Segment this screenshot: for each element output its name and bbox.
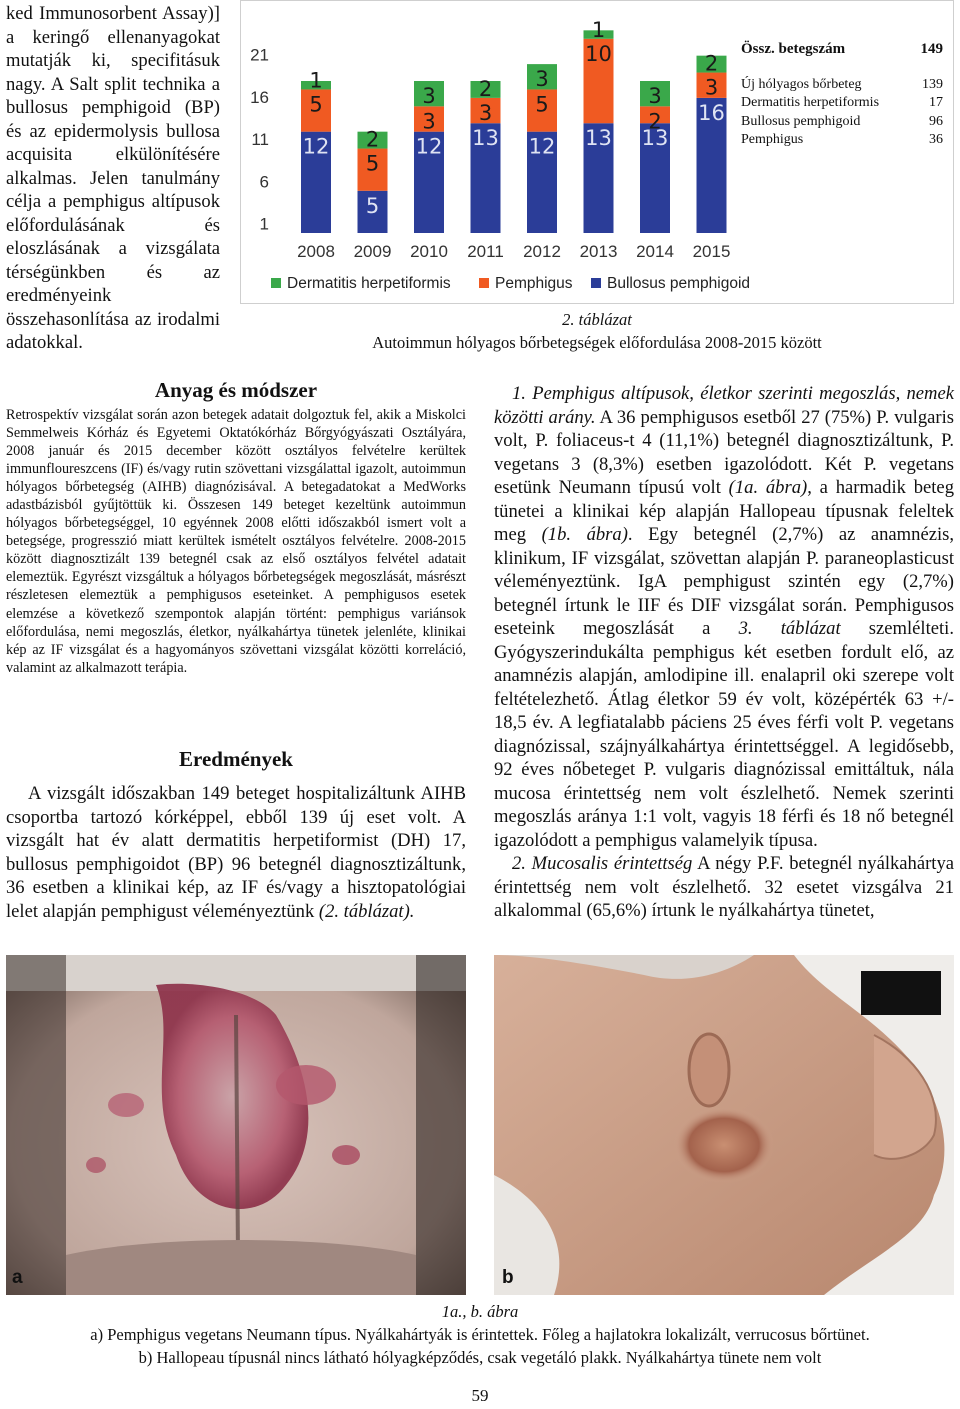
- summary-row: [741, 76, 943, 94]
- results-table-ref[interactable]: (2. táblázat).: [318, 900, 415, 922]
- data-label: 13: [472, 126, 499, 151]
- x-tick-label: 2010: [410, 242, 448, 261]
- data-label: 2: [365, 127, 380, 152]
- data-label: 13: [641, 126, 669, 151]
- photo-a-label: a: [12, 1267, 23, 1288]
- figure-caption-line-b: b) Hallopeau típusnál nincs látható hólyagképződés, csak vegetáló plakk. Nyálkahártya tünete nem volt: [138, 1348, 822, 1367]
- summary-row-value: 17: [929, 95, 943, 111]
- data-label: 13: [585, 126, 612, 151]
- summary-row-value: 96: [929, 113, 943, 129]
- figure-caption: [0, 1300, 960, 1369]
- data-label: 1: [591, 17, 606, 42]
- subtypes-text-b: , a harmadik beteg tünetei a klinikai kép alapján Hallopeau típusnak feleltek meg: [494, 477, 954, 545]
- y-tick-label: 1: [259, 214, 269, 234]
- page-number: 59: [471, 1386, 489, 1405]
- mucosal-paragraph: [494, 852, 954, 923]
- y-tick-label: 16: [250, 87, 269, 107]
- legend-swatch: [479, 278, 489, 288]
- summary-header-label: Össz. betegszám: [741, 41, 846, 57]
- legend-swatch: [591, 278, 601, 288]
- summary-row-value: 139: [922, 77, 943, 92]
- x-tick-label: 2014: [636, 242, 674, 261]
- figure-caption-line-a: a) Pemphigus vegetans Neumann típus. Nyálkahártyák is érintettek. Főleg a hajlatokra lokalizált, verrucosus bőrtünet.: [90, 1325, 870, 1344]
- results-body: [6, 782, 466, 923]
- data-label: 3: [535, 67, 549, 92]
- data-label: 3: [704, 75, 719, 100]
- summary-row-label: Új hólyagos bőrbeteg: [741, 77, 862, 92]
- summary-table: [741, 41, 943, 150]
- methods-heading: Anyag és módszer: [154, 378, 318, 402]
- table-ref-3[interactable]: 3. táblázat: [738, 618, 841, 639]
- chart-figure: [240, 0, 954, 304]
- photo-a-illustration: [6, 955, 466, 1295]
- subtypes-text-c: . Egy betegnél (2,7%) az anamnézis, klinikum, IF vizsgálat, szövettan alapján P. paraneoplasticust véleményeztünk. IgA pemphigust szintén egy (2,7%) betegnél írtunk le IIF és DIF vizsgálat során. Pemphigusos eseteink megoszlását a: [494, 524, 954, 639]
- summary-header-value: 149: [920, 41, 943, 57]
- data-label: 1: [309, 68, 323, 93]
- legend-label: Bullosus pemphigoid: [607, 275, 751, 292]
- results-heading: Eredmények: [179, 747, 293, 771]
- subtypes-text-a: A 36 pemphigusos esetből 27 (75%) P. vulgaris volt, P. foliaceus-t 4 (11,1%) betegnél diagnosztizáltunk, P. vegetans 3 (8,3%) esetben igazolódott. Két P. vegetans esetünk Neumann típusú volt: [494, 406, 954, 498]
- figure-ref-1b[interactable]: (1b. ábra): [541, 524, 628, 545]
- x-tick-label: 2013: [579, 242, 618, 261]
- summary-row-label: Pemphigus: [741, 132, 804, 148]
- x-tick-label: 2011: [467, 242, 504, 261]
- photo-b-label: b: [502, 1267, 514, 1288]
- data-label: 5: [535, 92, 549, 117]
- summary-row-value: 36: [929, 132, 943, 148]
- methods-text: Retrospektív vizsgálat során azon betegek adatait dolgoztuk fel, akik a Miskolci Semmelweis Kórház és Egyetemi Oktatókórház Bőrgyógyászati Osztályára, 2008 január és 2015 december között osztályos felvételre kerültek immunfloureszcens (IF) és/vagy rutin szövettani vizsgálattal igazolt, autoimmun hólyagos bőrbetegség (AIHB) diagnózisával. A betegadatokat a MedWorks adastbázisból gyűjtöttük ki. Összesen 149 beteget kezeltünk autoimmun hólyagos bőrbetegséggel, 10 egyénnek 2008 előtti időszakból ismert volt a betegsége, progresszió miatt kerültek ismételt osztályos felvételre. 2008-2015 között diagnosztizált 139 betegnél csak az első osztályos felvétel adatait elemeztük. Egyrészt vizsgáltuk a hólyagos bőrbetegségek megoszlását, másrészt részletesen elemeztük a pemphigusos eseteinket. A pemphigusos esetek elemzése a következő szempontok alapján történt: pemphigus variánsok előfordulása, nemi megoszlás, életkor, nyálkahártya tünetek jelenléte, klinikai kép az IF vizsgálat és a hagyományos szövettani vizsgálat közötti korreláció, valamint az alkalmazott terápia.: [6, 407, 466, 676]
- photo-b: [494, 955, 954, 1295]
- data-label: 12: [302, 134, 330, 159]
- data-label: 3: [648, 84, 662, 108]
- figure-caption-number: 1a., b. ábra: [441, 1302, 519, 1321]
- figure-ref-1a[interactable]: (1a. ábra): [728, 477, 808, 498]
- data-label: 2: [704, 51, 719, 76]
- data-label: 2: [648, 109, 662, 134]
- data-label: 3: [478, 100, 493, 125]
- y-tick-label: 6: [259, 172, 269, 192]
- table-caption-title: Autoimmun hólyagos bőrbetegségek előfordulása 2008-2015 között: [372, 333, 822, 352]
- summary-row-label: Dermatitis herpetiformis: [741, 95, 880, 111]
- y-tick-label: 11: [251, 130, 269, 150]
- data-label: 12: [415, 134, 443, 159]
- summary-row: [741, 131, 943, 149]
- summary-row: [741, 113, 943, 131]
- data-label: 2: [478, 76, 493, 101]
- legend-label: Dermatitis herpetiformis: [287, 275, 451, 292]
- intro-text: ked Immunosorbent Assay)] a keringő ellenanyagokat mutatják ki, specifitásuk nagy. A Salt split technika a bullosus pemphigoid (BP) és az epidermolysis bullosa acquisita elkülönítésére alkalmas. Jelen tanulmány célja a pemphigus altípusok előfordulásának és eloszlásának a vizsgálata térségünkben és az eredményeink összehasonlítása az irodalmi adatokkal.: [6, 3, 220, 353]
- summary-table-header: [741, 41, 943, 58]
- table-caption: [240, 308, 954, 354]
- data-label: 3: [422, 109, 436, 134]
- mucosal-heading: 2. Mucosalis érintettség: [512, 853, 693, 874]
- data-label: 5: [365, 193, 380, 218]
- results-paragraph: [6, 782, 466, 923]
- summary-row-label: Bullosus pemphigoid: [741, 113, 861, 129]
- mucosal-text: A négy P.F. betegnél nyálkahártya érintettség nem volt észlelhető. 32 esetet vizsgálva 21 alkalommal (65,6%) írtunk le nyálkahártya tünetet,: [494, 853, 954, 921]
- data-label: 12: [528, 134, 556, 159]
- right-column: [494, 382, 954, 923]
- subtypes-text-d: szemlélteti. Gyógyszerindukálta pemphigus két esetben fordult elő, az anamnézis alapján, amlodipine ill. enalapril oki szerepe volt feltételezhető. Átlag életkor 59 év volt, középérték 63 +/- 18,5 év. A legfiatalabb páciens 25 éves férfi volt P. vegetans diagnózissal, szájnyálkahártya érintettséggel. A legidősebb, 92 éves nőbeteget P. vulgaris diagnózissal emittáltuk, nála mucosa érintettség nem volt észlelhető. Nemek szerinti megoszlás aránya 1:1 volt, vagyis 18 férfi és 18 nő betegnél igazolódott a pemphigus valamelyik típusa.: [494, 618, 954, 851]
- methods-body: [6, 406, 466, 677]
- y-tick-label: 21: [250, 45, 269, 65]
- table-caption-number: 2. táblázat: [562, 310, 632, 329]
- summary-row: [741, 94, 943, 112]
- x-tick-label: 2008: [297, 242, 335, 261]
- legend-label: Pemphigus: [495, 275, 573, 292]
- photo-a: [6, 955, 466, 1295]
- data-label: 3: [422, 84, 436, 108]
- data-label: 16: [698, 100, 725, 125]
- photo-b-illustration: [494, 955, 954, 1295]
- x-tick-label: 2012: [523, 242, 561, 261]
- legend-swatch: [271, 278, 281, 288]
- x-tick-label: 2015: [692, 242, 731, 261]
- data-label: 5: [365, 151, 380, 176]
- data-label: 5: [309, 92, 323, 117]
- data-label: 10: [585, 41, 612, 66]
- results-text: A vizsgált időszakban 149 beteget hospitalizáltunk AIHB csoportba tartozó kórképpel, ebből 139 új eset volt. A vizsgált hat év alatt dermatitis herpetiformist (DH) 17, bullosus pemphigoidot (BP) 96 betegnél diagnosztizáltunk, 36 esetben a klinikai kép, az IF és/vagy a hisztopatológiai lelet alapján pemphigust véleményeztünk: [6, 783, 466, 922]
- intro-paragraph: [6, 2, 220, 355]
- subtypes-heading: 1. Pemphigus altípusok, életkor szerinti megoszlás, nemek közötti arány.: [494, 383, 954, 428]
- x-tick-label: 2009: [353, 242, 392, 261]
- subtypes-paragraph: [494, 382, 954, 852]
